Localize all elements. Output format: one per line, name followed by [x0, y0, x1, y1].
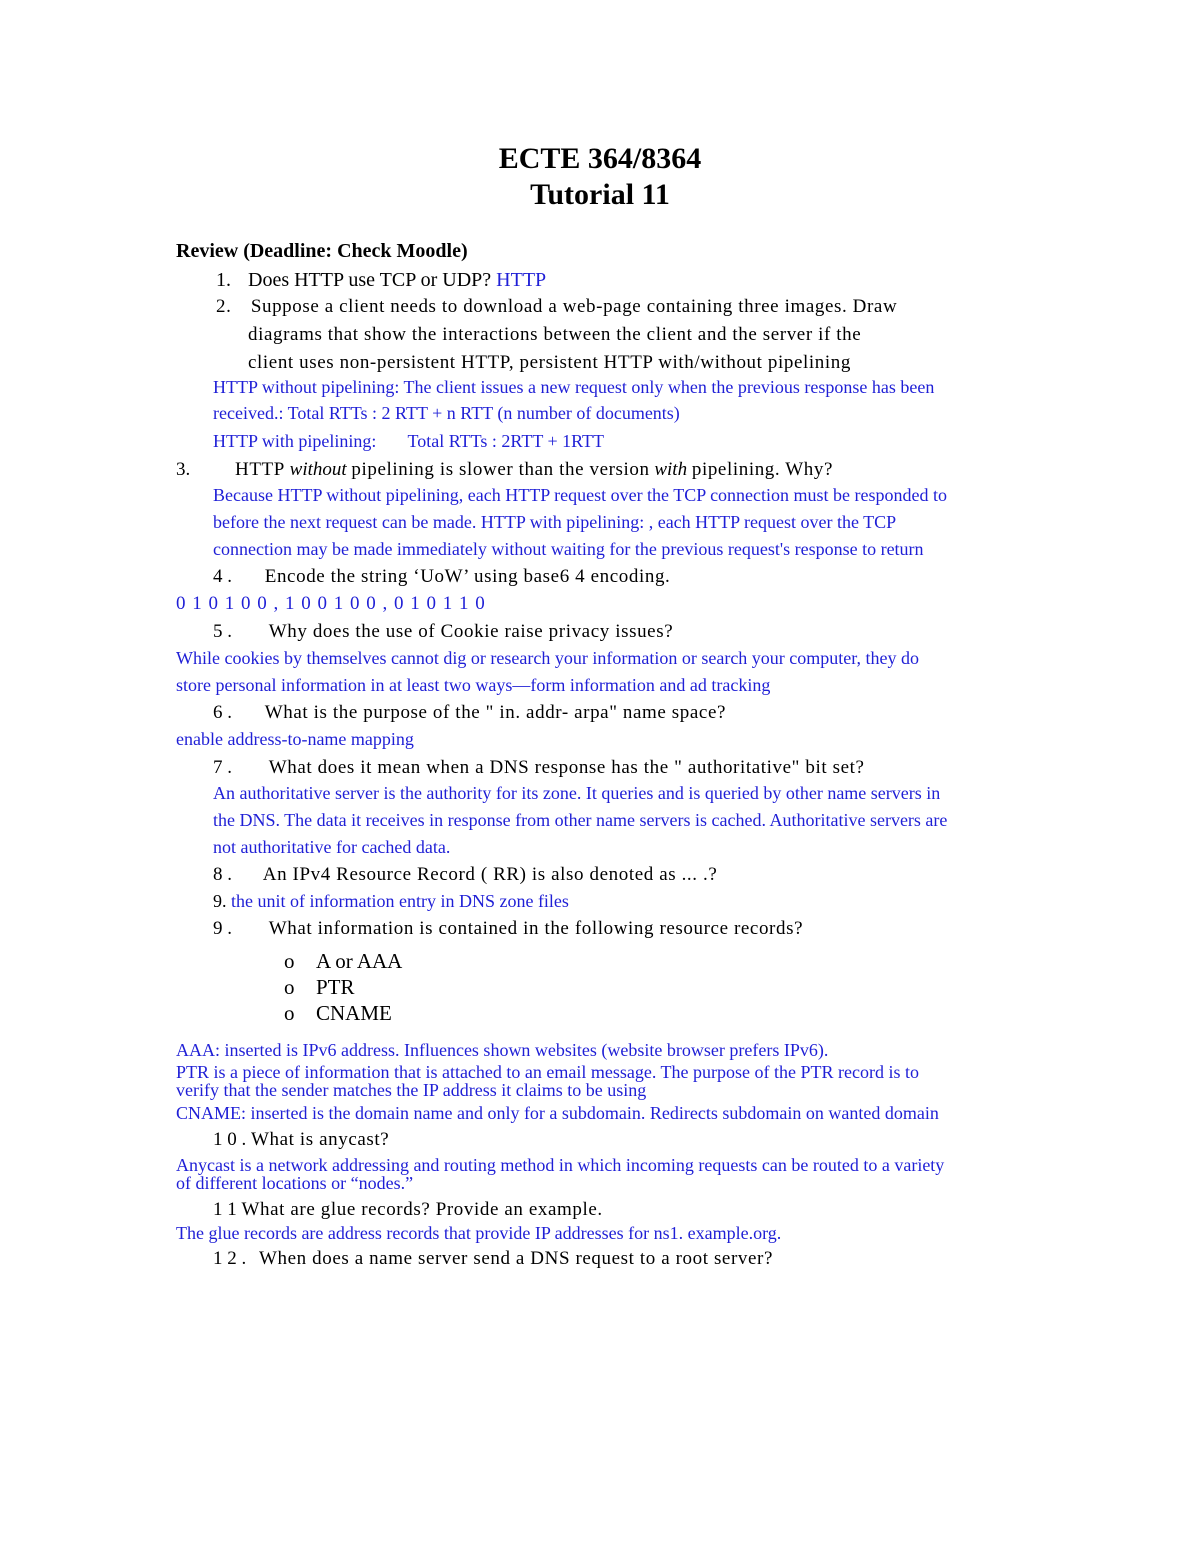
answer-line: AAA: inserted is IPv6 address. Influences shown websites (website browser prefers IPv6). [176, 1040, 829, 1060]
answer-line: of different locations or “nodes.” [176, 1173, 414, 1193]
answer-text: 0 1 0 1 0 0 , 1 0 0 1 0 0 , 0 1 0 1 1 0 [176, 593, 486, 614]
question-number: 3. [176, 459, 191, 480]
question-text: pipelining. Why? [691, 459, 834, 480]
question-number: 6 . [213, 702, 232, 723]
list-item-label: A or AAA [316, 949, 403, 973]
question-text-line: Suppose a client needs to download a web-page containing three images. Draw [250, 296, 898, 317]
answer-line: Because HTTP without pipelining, each HTTP request over the TCP connection must be responded to [213, 485, 948, 505]
question-10 [213, 1130, 389, 1149]
question-7 [213, 758, 865, 777]
question-9 [213, 919, 803, 938]
question-number: 4 . [213, 566, 232, 587]
question-2 [216, 297, 897, 316]
course-code-title: ECTE 364/8364 [498, 142, 702, 175]
question-text: What information is contained in the following resource records? [268, 918, 804, 939]
question-text: Why does the use of Cookie raise privacy issues? [268, 621, 674, 642]
list-item-label: CNAME [316, 1001, 392, 1025]
answer-number: 9. [213, 891, 227, 911]
question-emphasis: with [654, 459, 688, 480]
question-number: 1 1 [213, 1199, 237, 1220]
answer-line: connection may be made immediately without waiting for the previous request's response to return [213, 539, 924, 559]
review-heading: Review (Deadline: Check Moodle) [176, 240, 468, 262]
question-text-line: diagrams that show the interactions between the client and the server if the [248, 324, 862, 345]
answer-line: HTTP with pipelining: Total RTTs : 2RTT + 1RTT [213, 431, 605, 451]
question-number: 5 . [213, 621, 232, 642]
list-item [284, 977, 355, 998]
question-number: 9 . [213, 918, 232, 939]
question-text: What is the purpose of the " in. addr- arpa" name space? [264, 702, 727, 723]
answer-line: An authoritative server is the authority for its zone. It queries and is queried by other name servers in [213, 783, 941, 803]
answer-text: The glue records are address records that provide IP addresses for ns1. example.org. [176, 1223, 782, 1243]
question-number: 8 . [213, 864, 232, 885]
bullet-icon: o [284, 949, 295, 973]
question-text: When does a name server send a DNS request to a root server? [259, 1248, 773, 1269]
question-number: 7 . [213, 757, 232, 778]
question-text: What does it mean when a DNS response has the " authoritative" bit set? [268, 757, 865, 778]
question-text: An IPv4 Resource Record ( RR) is also denoted as ... .? [262, 864, 718, 885]
answer-line: CNAME: inserted is the domain name and only for a subdomain. Redirects subdomain on wanted domain [176, 1103, 939, 1123]
list-item [284, 1003, 392, 1024]
answer-text: HTTP [496, 269, 547, 291]
answer-line: not authoritative for cached data. [213, 837, 451, 857]
answer-8 [213, 892, 569, 910]
question-text-line: client uses non-persistent HTTP, persistent HTTP with/without pipelining [248, 352, 851, 373]
question-4 [213, 567, 670, 586]
question-text: What is anycast? [251, 1129, 390, 1150]
question-emphasis: without [289, 459, 347, 480]
question-6 [213, 703, 726, 722]
answer-text: enable address-to-name mapping [176, 729, 414, 749]
question-12 [213, 1249, 773, 1268]
question-1 [216, 270, 546, 290]
question-text: Encode the string ‘UoW’ using base6 4 encoding. [264, 566, 671, 587]
answer-line: the DNS. The data it receives in response from other name servers is cached. Authoritative servers are [213, 810, 948, 830]
answer-text: the unit of information entry in DNS zone files [231, 891, 569, 911]
tutorial-title: Tutorial 11 [530, 178, 670, 211]
answer-line: store personal information in at least two ways—form information and ad tracking [176, 675, 771, 695]
question-text: What are glue records? Provide an example. [241, 1199, 603, 1220]
question-8 [213, 865, 717, 884]
question-number: 1 0 . [213, 1129, 247, 1150]
list-item-label: PTR [316, 975, 355, 999]
bullet-icon: o [284, 975, 295, 999]
answer-line: received.: Total RTTs : 2 RTT + n RTT (n number of documents) [213, 403, 680, 423]
bullet-icon: o [284, 1001, 295, 1025]
answer-line: PTR is a piece of information that is attached to an email message. The purpose of the PTR record is to [176, 1062, 919, 1082]
question-number: 1 2 . [213, 1248, 247, 1269]
answer-line: Anycast is a network addressing and routing method in which incoming requests can be routed to a variety [176, 1155, 945, 1175]
question-number: 2. [216, 296, 232, 317]
question-5 [213, 622, 673, 641]
question-text: HTTP [235, 459, 285, 480]
question-11 [213, 1200, 603, 1219]
answer-line: before the next request can be made. HTTP with pipelining: , each HTTP request over the TCP [213, 512, 897, 532]
question-text: pipelining is slower than the version [351, 459, 650, 480]
answer-line: HTTP without pipelining: The client issues a new request only when the previous response has been [213, 377, 935, 397]
answer-line: While cookies by themselves cannot dig or research your information or search your computer, they do [176, 648, 920, 668]
answer-line: verify that the sender matches the IP address it claims to be using [176, 1080, 647, 1100]
question-text: Does HTTP use TCP or UDP? [248, 269, 492, 291]
question-number: 1. [216, 269, 231, 291]
question-3 [176, 460, 833, 479]
list-item [284, 951, 402, 972]
